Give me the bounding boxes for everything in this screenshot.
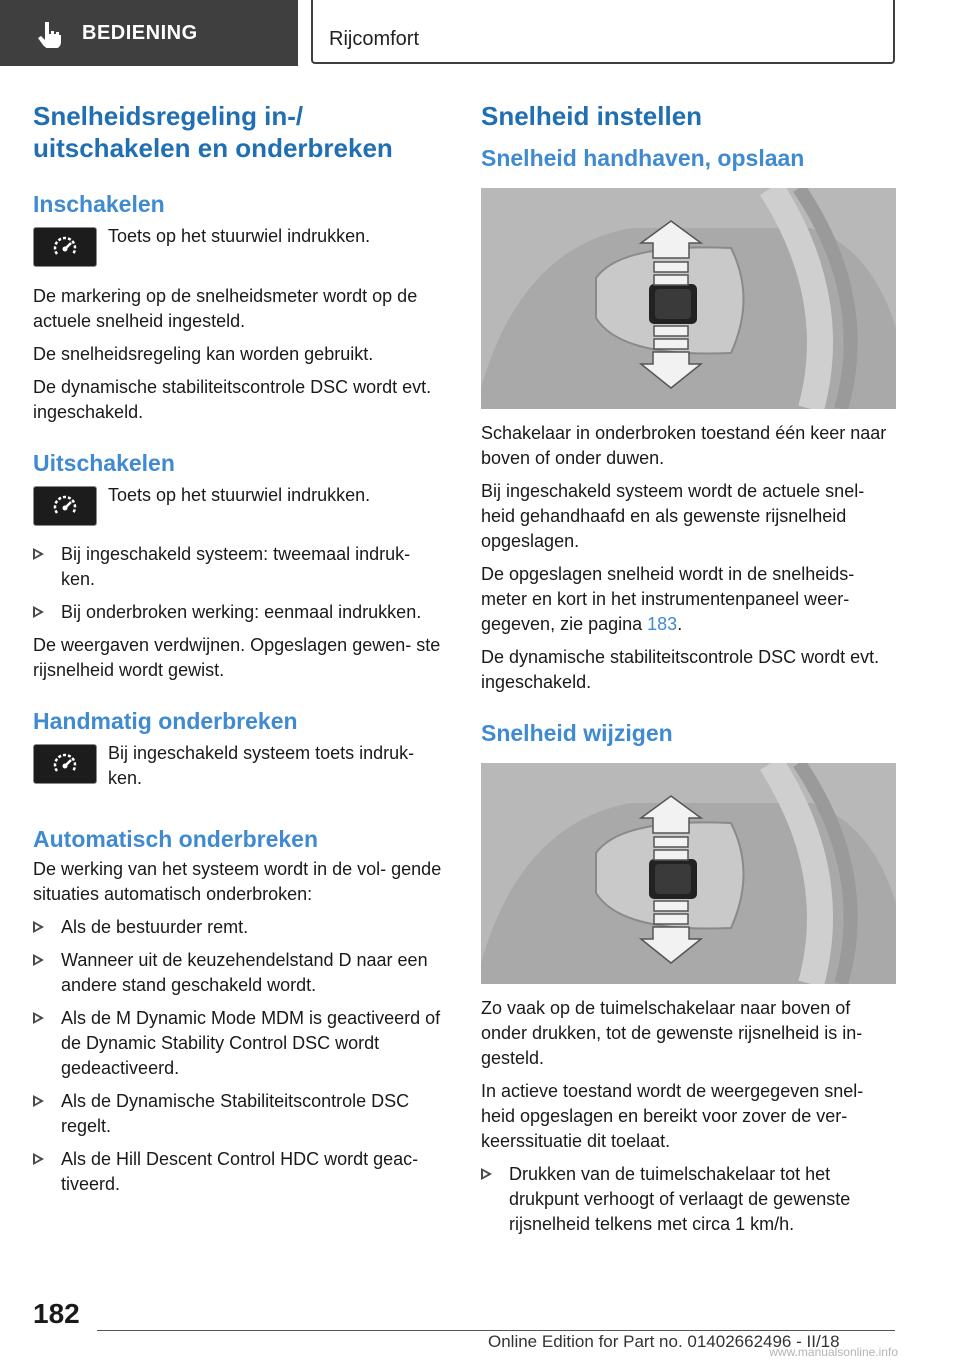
triangle-bullet-icon (33, 954, 44, 966)
section-label: BEDIENING (82, 21, 198, 44)
left-title: Snelheidsregeling in-/ uitschakelen en onderbreken (33, 101, 393, 163)
list-item: Als de M Dynamic Mode MDM is geactiveerd of de Dynamic Stability Control DSC wordt gedeactiveerd. (33, 1006, 449, 1081)
button-text-manual: Bij ingeschakeld systeem toets indruk‐ ken. (108, 743, 415, 788)
paragraph: Bij ingeschakeld systeem wordt de actuele snel‐ heid gehandhaafd en als gewenste rijsnelheid opgeslagen. (481, 481, 865, 551)
list-item: Als de Dynamische Stabiliteitscontrole DSC regelt. (33, 1089, 449, 1139)
heading-inschakelen: Inschakelen (33, 191, 165, 217)
paragraph: De werking van het systeem wordt in de vol‐ gende situaties automatisch onderbroken: (33, 859, 442, 904)
paragraph: Zo vaak op de tuimelschakelaar naar boven of onder drukken, tot de gewenste rijsnelheid is in‐ gesteld. (481, 998, 863, 1068)
triangle-bullet-icon (33, 921, 44, 933)
triangle-bullet-icon (33, 548, 44, 560)
button-text-off: Toets op het stuurwiel indrukken. (108, 485, 371, 505)
list-auto (33, 915, 449, 1197)
button-text-on: Toets op het stuurwiel indrukken. (108, 226, 371, 246)
chapter-box (311, 0, 895, 64)
section-tab (0, 0, 298, 66)
paragraph: De opgeslagen snelheid wordt in de snelheids‐ meter en kort in het instrumentenpaneel weer‐ gegeven, zie pagina 183. (481, 564, 855, 634)
cruise-control-icon (50, 751, 80, 777)
list-item: Wanneer uit de keuzehendelstand D naar een andere stand geschakeld wordt. (33, 948, 449, 998)
button-row-manual (33, 741, 449, 791)
paragraph: De snelheidsregeling kan worden gebruikt. (33, 344, 374, 364)
paragraph: De dynamische stabiliteitscontrole DSC wordt evt. ingeschakeld. (33, 377, 432, 422)
list-item: Drukken van de tuimelschakelaar tot het drukpunt verhoogt of verlaagt de gewenste rijsnelheid telkens met circa 1 km/h. (481, 1162, 897, 1237)
triangle-bullet-icon (33, 1012, 44, 1024)
left-column (33, 100, 449, 1197)
edition-text: Online Edition for Part no. 01402662496 - II/18 (488, 1332, 840, 1351)
heading-uitschakelen: Uitschakelen (33, 450, 175, 476)
list-item: Als de bestuurder remt. (33, 915, 449, 940)
page-header (0, 0, 960, 66)
cruise-control-icon (50, 493, 80, 519)
cruise-control-icon (50, 234, 80, 260)
triangle-bullet-icon (33, 606, 44, 618)
chapter-title: Rijcomfort (329, 28, 420, 50)
steering-wheel-switch-photo (481, 188, 896, 409)
paragraph: De markering op de snelheidsmeter wordt op de actuele snelheid ingesteld. (33, 286, 418, 331)
watermark-text: www.manualsonline.info (769, 1345, 898, 1359)
hand-pointer-icon (36, 18, 66, 48)
list-item: Bij onderbroken werking: eenmaal indrukken. (33, 600, 449, 625)
cruise-control-button-image (33, 486, 97, 526)
heading-handhaven: Snelheid handhaven, opslaan (481, 145, 805, 171)
cruise-control-button-image (33, 744, 97, 784)
paragraph: De dynamische stabiliteitscontrole DSC wordt evt. ingeschakeld. (481, 647, 880, 692)
heading-automatisch: Automatisch onderbreken (33, 826, 318, 852)
page-link[interactable]: 183 (647, 614, 678, 634)
right-title: Snelheid instellen (481, 101, 703, 131)
list-item: Als de Hill Descent Control HDC wordt geac‐ tiveerd. (33, 1147, 449, 1197)
heading-handmatig: Handmatig onderbreken (33, 708, 298, 734)
button-row-off (33, 483, 449, 526)
list-change (481, 1162, 897, 1237)
right-column (481, 100, 897, 1237)
paragraph: In actieve toestand wordt de weergegeven snel‐ heid opgeslagen en bereikt voor zover de ver‐ keerssituatie dit toelaat. (481, 1081, 864, 1151)
list-item: Bij ingeschakeld systeem: tweemaal indruk‐ ken. (33, 542, 449, 592)
page-number: 182 (33, 1298, 80, 1329)
triangle-bullet-icon (481, 1168, 492, 1180)
triangle-bullet-icon (33, 1153, 44, 1165)
list-off (33, 542, 449, 625)
triangle-bullet-icon (33, 1095, 44, 1107)
steering-wheel-switch-photo (481, 763, 896, 984)
paragraph: Schakelaar in onderbroken toestand één keer naar boven of onder duwen. (481, 423, 887, 468)
footer-divider (97, 1330, 895, 1331)
steering-wheel-illustration (481, 188, 896, 409)
paragraph: De weergaven verdwijnen. Opgeslagen gewen‐ ste rijsnelheid wordt gewist. (33, 635, 441, 680)
button-row-on (33, 224, 449, 267)
heading-wijzigen: Snelheid wijzigen (481, 720, 673, 746)
cruise-control-button-image (33, 227, 97, 267)
steering-wheel-illustration (481, 763, 896, 984)
